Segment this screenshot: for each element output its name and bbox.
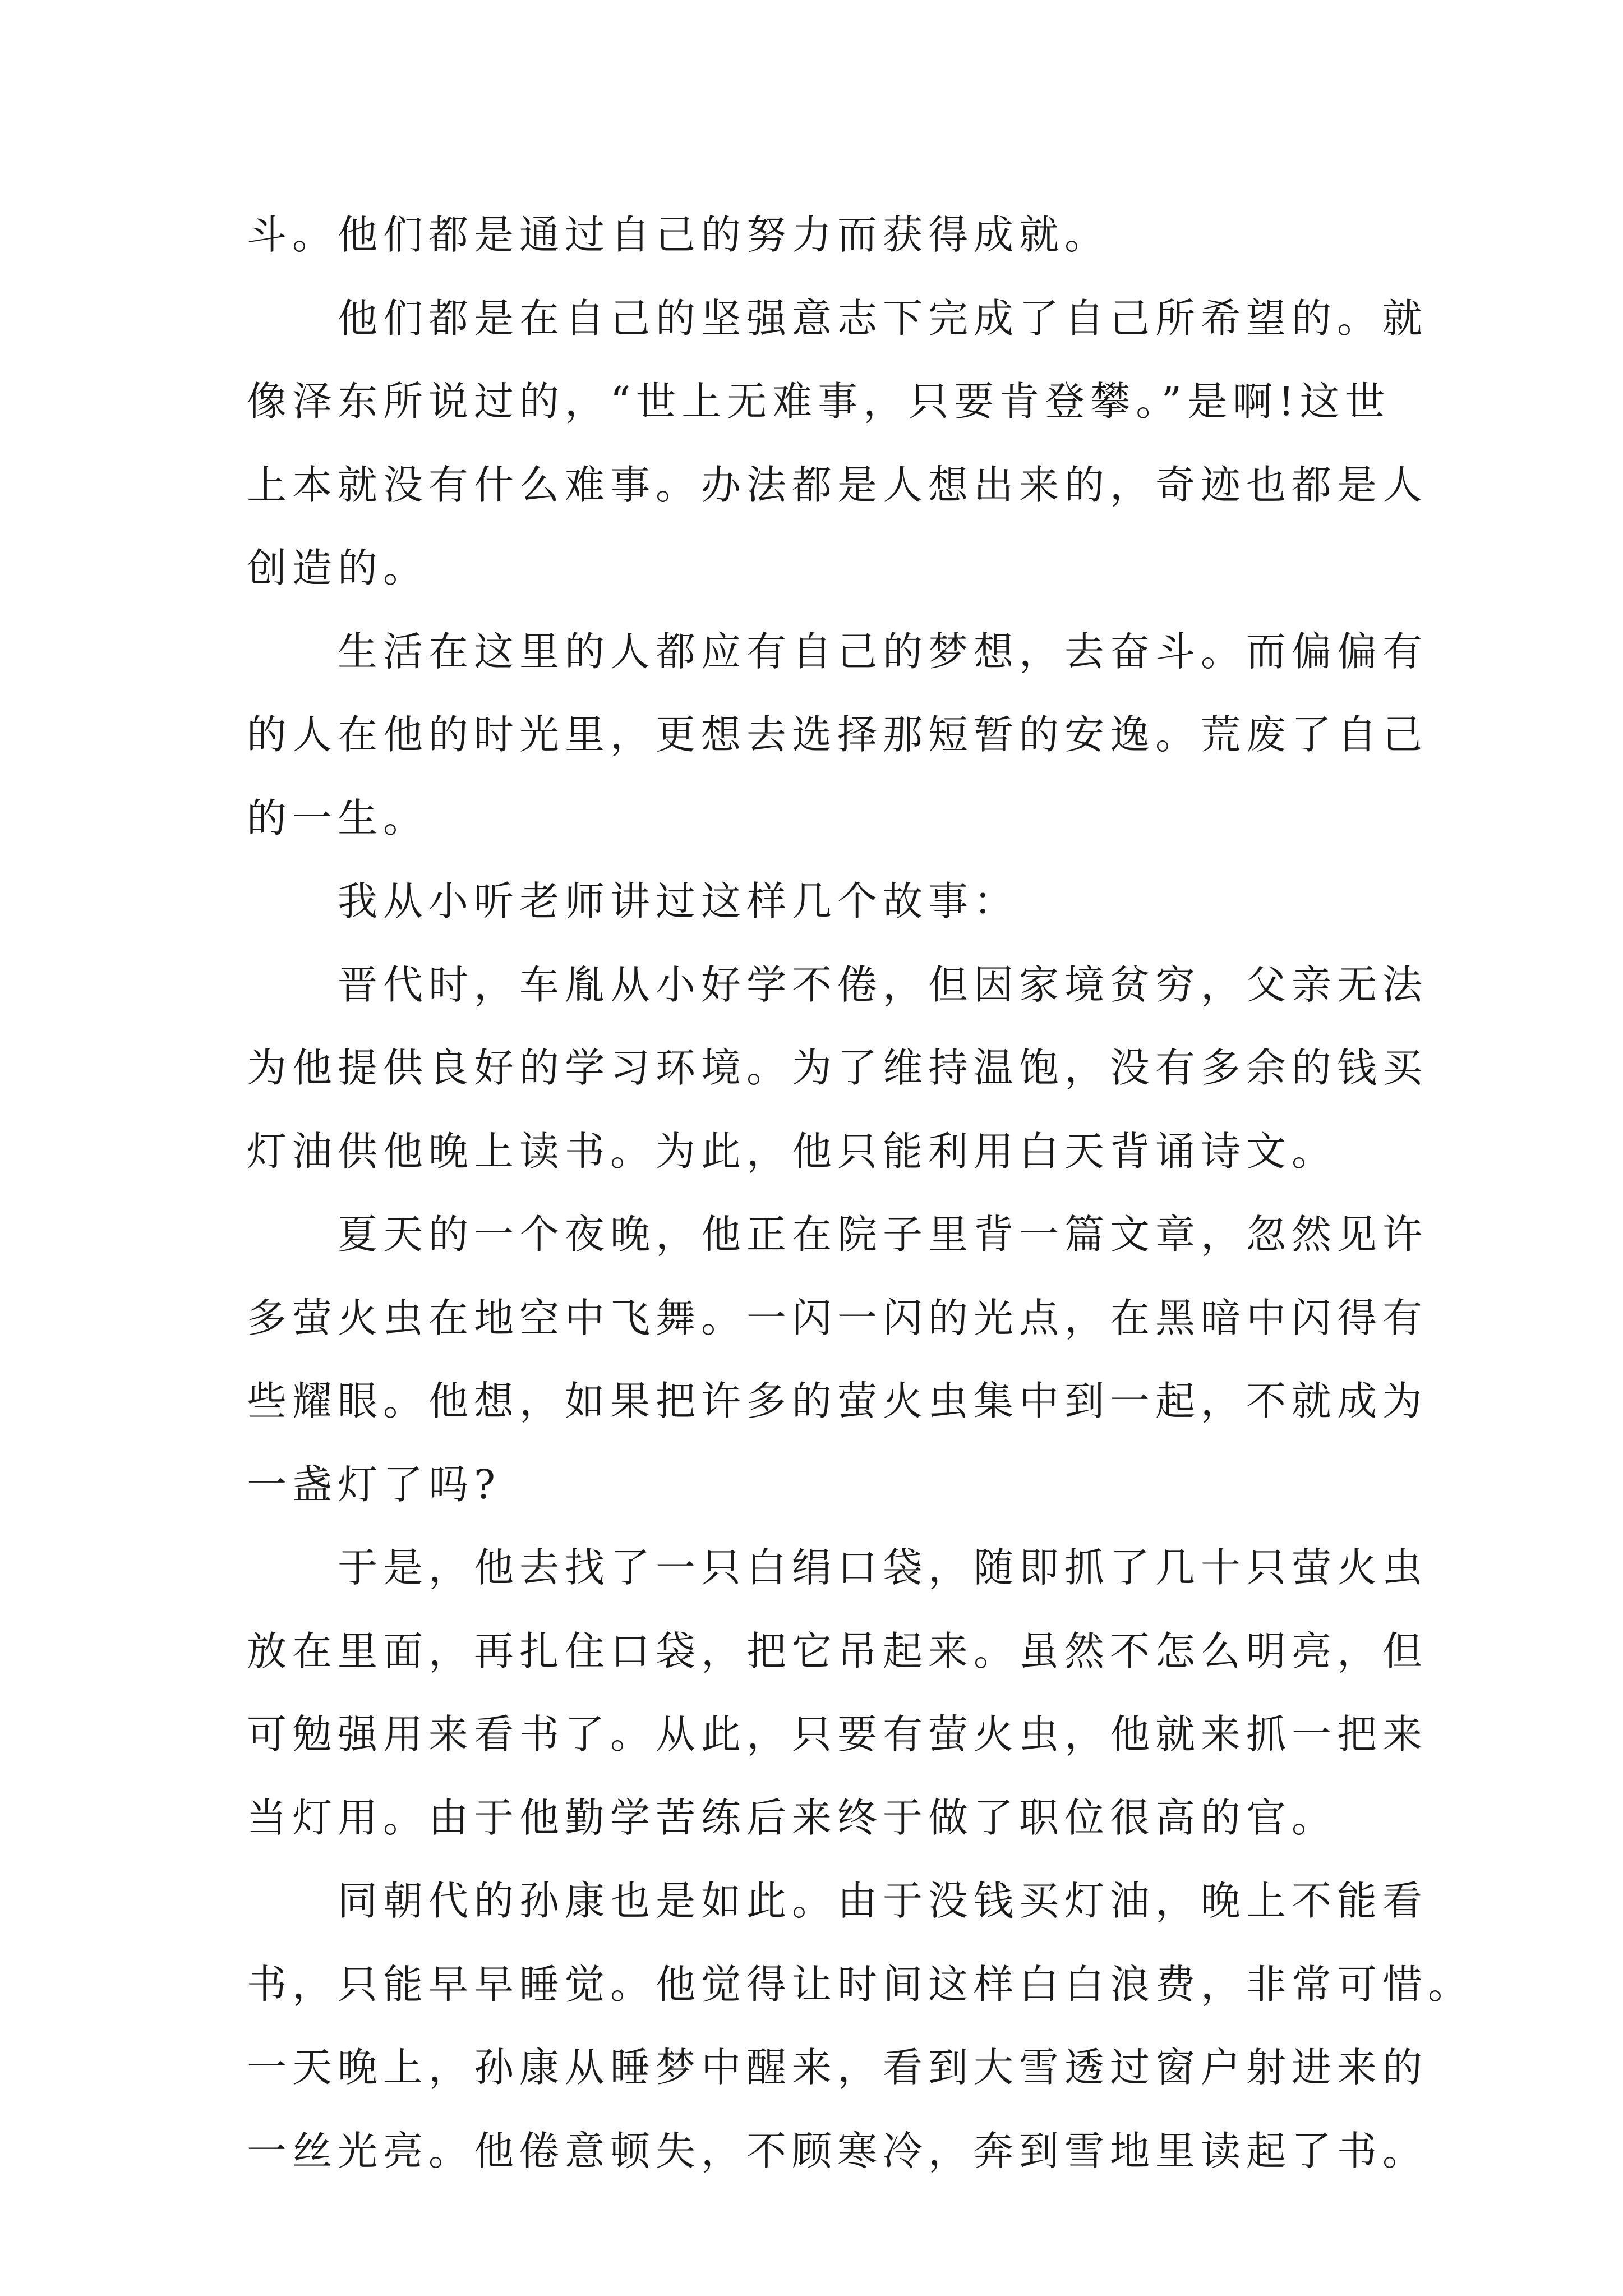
text-line: 生活在这里的人都应有自己的梦想，去奋斗。而偏偏有: [338, 628, 1428, 675]
text-line: 夏天的一个夜晚，他正在院子里背一篇文章，忽然见许: [338, 1211, 1428, 1258]
text-line: 的人在他的时光里，更想去选择那短暂的安逸。荒废了自己: [247, 711, 1428, 758]
text-line: 上本就没有什么难事。办法都是人想出来的，奇迹也都是人: [247, 461, 1428, 508]
text-line: 书，只能早早睡觉。他觉得让时间这样白白浪费，非常可惜。: [247, 1961, 1474, 2008]
text-line: 一天晚上，孙康从睡梦中醒来，看到大雪透过窗户射进来的: [247, 2044, 1428, 2091]
text-line: 斗。他们都是通过自己的努力而获得成就。: [247, 211, 1110, 258]
text-line: 晋代时，车胤从小好学不倦，但因家境贫穷，父亲无法: [338, 961, 1428, 1008]
text-line: 灯油供他晚上读书。为此，他只能利用白天背诵诗文。: [247, 1128, 1338, 1175]
text-line: 多萤火虫在地空中飞舞。一闪一闪的光点，在黑暗中闪得有: [247, 1294, 1428, 1341]
text-line: 我从小听老师讲过这样几个故事：: [338, 878, 1020, 924]
text-line: 同朝代的孙康也是如此。由于没钱买灯油，晚上不能看: [338, 1878, 1428, 1924]
text-line: 放在里面，再扎住口袋，把它吊起来。虽然不怎么明亮，但: [247, 1627, 1428, 1674]
text-line: 他们都是在自己的坚强意志下完成了自己所希望的。就: [338, 295, 1428, 342]
text-line: 一丝光亮。他倦意顿失，不顾寒冷，奔到雪地里读起了书。: [247, 2127, 1428, 2174]
text-line: 为他提供良好的学习环境。为了维持温饱，没有多余的钱买: [247, 1045, 1428, 1091]
text-line: 像泽东所说过的，“世上无难事，只要肯登攀。”是啊!这世: [247, 378, 1391, 425]
text-line: 些耀眼。他想，如果把许多的萤火虫集中到一起，不就成为: [247, 1378, 1428, 1424]
text-line: 的一生。: [247, 794, 429, 841]
text-line: 一盏灯了吗?: [247, 1461, 501, 1508]
text-line: 于是，他去找了一只白绢口袋，随即抓了几十只萤火虫: [338, 1544, 1428, 1591]
body-text: [247, 194, 1474, 2193]
text-line: 当灯用。由于他勤学苦练后来终于做了职位很高的官。: [247, 1794, 1338, 1841]
text-line: 创造的。: [247, 545, 429, 591]
text-line: 可勉强用来看书了。从此，只要有萤火虫，他就来抓一把来: [247, 1711, 1428, 1757]
